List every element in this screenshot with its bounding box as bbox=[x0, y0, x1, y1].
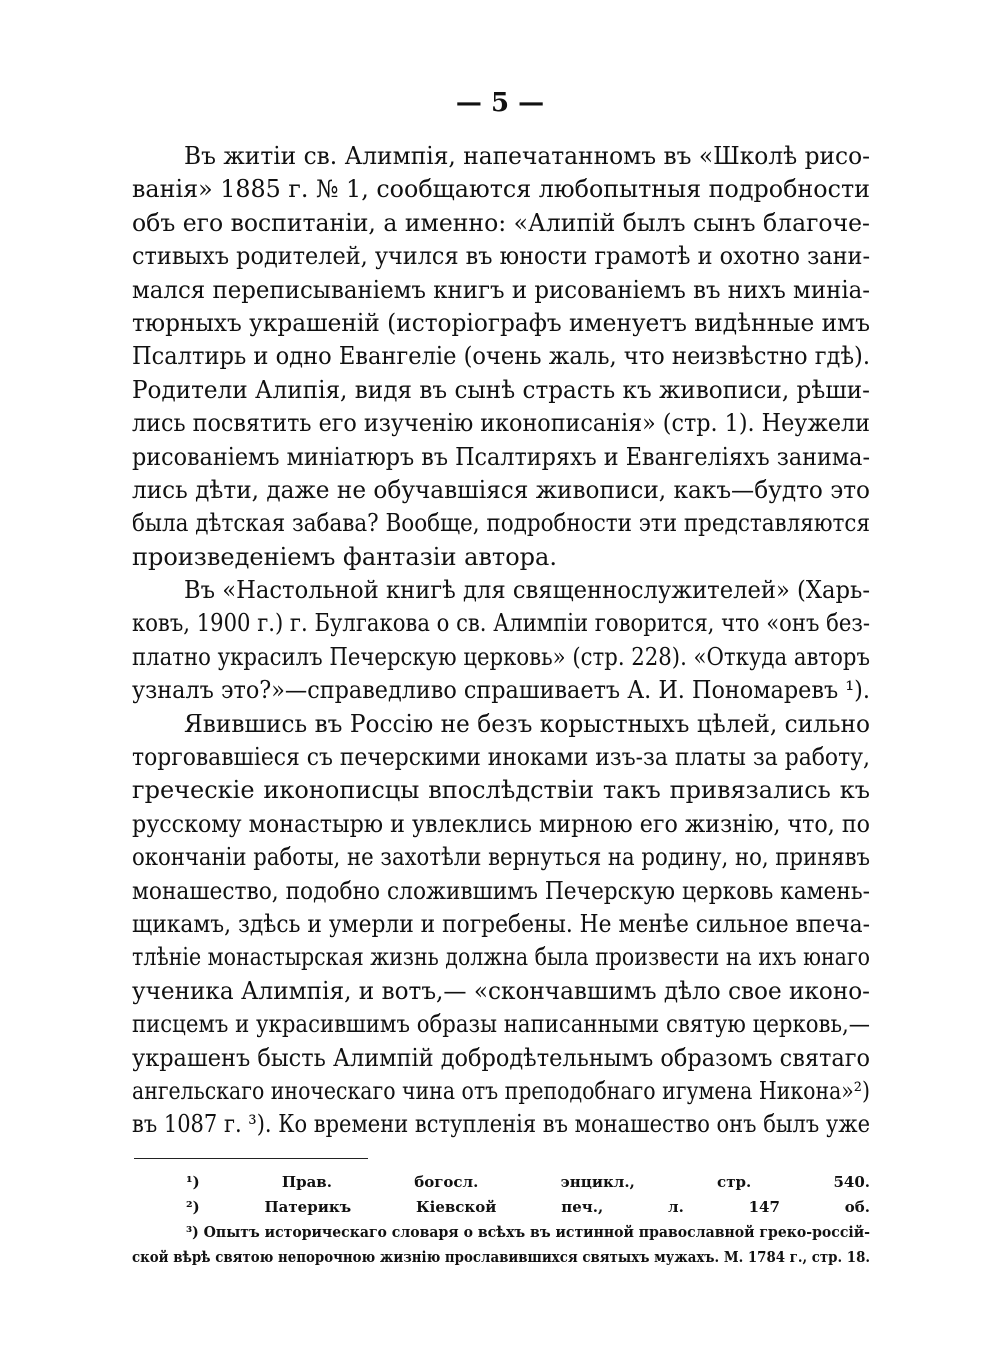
text-line: узналъ это?»—справедливо спрашиваетъ А. И. Пономаревъ ¹). bbox=[132, 676, 870, 705]
text-line: окончаніи работы, не захотѣли вернуться на родину, но, принявъ bbox=[132, 843, 870, 872]
text-line: ванія» 1885 г. № 1, сообщаются любопытныя подробности bbox=[132, 175, 870, 204]
text-line: Въ житіи св. Алимпія, напечатанномъ въ «Школѣ рисо- bbox=[184, 142, 870, 170]
text-line: монашество, подобно сложившимъ Печерскую церковь камень- bbox=[132, 876, 870, 905]
text-line: платно украсилъ Печерскую церковь» (стр. 228). «Откуда авторъ bbox=[132, 642, 870, 671]
text-line: рисованіемъ миніатюръ въ Псалтиряхъ и Евангеліяхъ занима- bbox=[132, 442, 870, 471]
text-line: произведеніемъ фантазіи автора. bbox=[132, 542, 557, 571]
footnote-line: ³) Опытъ историческаго словаря о всѣхъ въ истинной православной греко-россій- bbox=[186, 1223, 870, 1241]
page-number: — 5 — bbox=[455, 88, 545, 118]
text-line: лись посвятить его изученію иконописанія» (стр. 1). Неужели bbox=[132, 409, 870, 438]
text-line: была дѣтская забава? Вообще, подробности эти представляются bbox=[132, 509, 870, 538]
text-line: русскому монастырю и увлеклись мирною его жизнію, что, по bbox=[132, 809, 870, 838]
footnote-line: ской вѣрѣ святою непорочною жизнію прославившихся святыхъ мужахъ. М. 1784 г., стр. 18. bbox=[132, 1248, 870, 1266]
text-line: торговавшіеся съ печерскими иноками изъ-за платы за работу, bbox=[132, 743, 870, 772]
text-line: тлѣніе монастырская жизнь должна была произвести на ихъ юнаго bbox=[132, 943, 870, 972]
footnotes bbox=[132, 1170, 870, 1270]
text-line: стивыхъ родителей, учился въ юности грамотѣ и охотно зани- bbox=[132, 242, 870, 271]
main-text bbox=[132, 140, 870, 1142]
text-line: украшенъ бысть Алимпій добродѣтельнымъ образомъ святаго bbox=[132, 1043, 870, 1072]
footnote-rule bbox=[134, 1158, 368, 1159]
footnote-line: ¹) Прав. богосл. энцикл., стр. 540. bbox=[186, 1173, 870, 1191]
text-line: ангельскаго иноческаго чина отъ преподобнаго игумена Никона»²) bbox=[132, 1076, 870, 1105]
text-line: Псалтирь и одно Евангеліе (очень жаль, что неизвѣстно гдѣ). bbox=[132, 342, 870, 371]
text-line: ученика Алимпія, и вотъ,— «скончавшимъ дѣло свое иконо- bbox=[132, 976, 870, 1005]
text-line: Родители Алипія, видя въ сынѣ страсть къ живописи, рѣши- bbox=[132, 375, 870, 404]
text-line: щикамъ, здѣсь и умерли и погребены. Не менѣе сильное впеча- bbox=[132, 909, 870, 938]
text-line: Въ «Настольной книгѣ для священнослужителей» (Харь- bbox=[184, 576, 870, 605]
text-line: мался переписываніемъ книгъ и рисованіемъ въ нихъ миніа- bbox=[132, 275, 870, 304]
text-line: греческіе иконописцы впослѣдствіи такъ привязались къ bbox=[132, 776, 870, 805]
text-line: тюрныхъ украшеній (исторіографъ именуетъ видѣнные имъ bbox=[132, 308, 870, 337]
text-line: Явившись въ Россію не безъ корыстныхъ цѣлей, сильно bbox=[184, 709, 870, 738]
text-line: ковъ, 1900 г.) г. Булгакова о св. Алимпіи говорится, что «онъ без- bbox=[132, 609, 870, 638]
text-line: объ его воспитаніи, а именно: «Алипій былъ сынъ благоче- bbox=[132, 208, 870, 237]
text-line: писцемъ и украсившимъ образы написанными святую церковь,— bbox=[132, 1010, 870, 1039]
footnote-line: ²) Патерикъ Кіевской печ., л. 147 об. bbox=[186, 1198, 870, 1216]
text-line: въ 1087 г. ³). Ко времени вступленія въ монашество онъ былъ уже bbox=[132, 1110, 870, 1139]
text-line: лись дѣти, даже не обучавшіяся живописи, какъ—будто это bbox=[132, 475, 870, 504]
